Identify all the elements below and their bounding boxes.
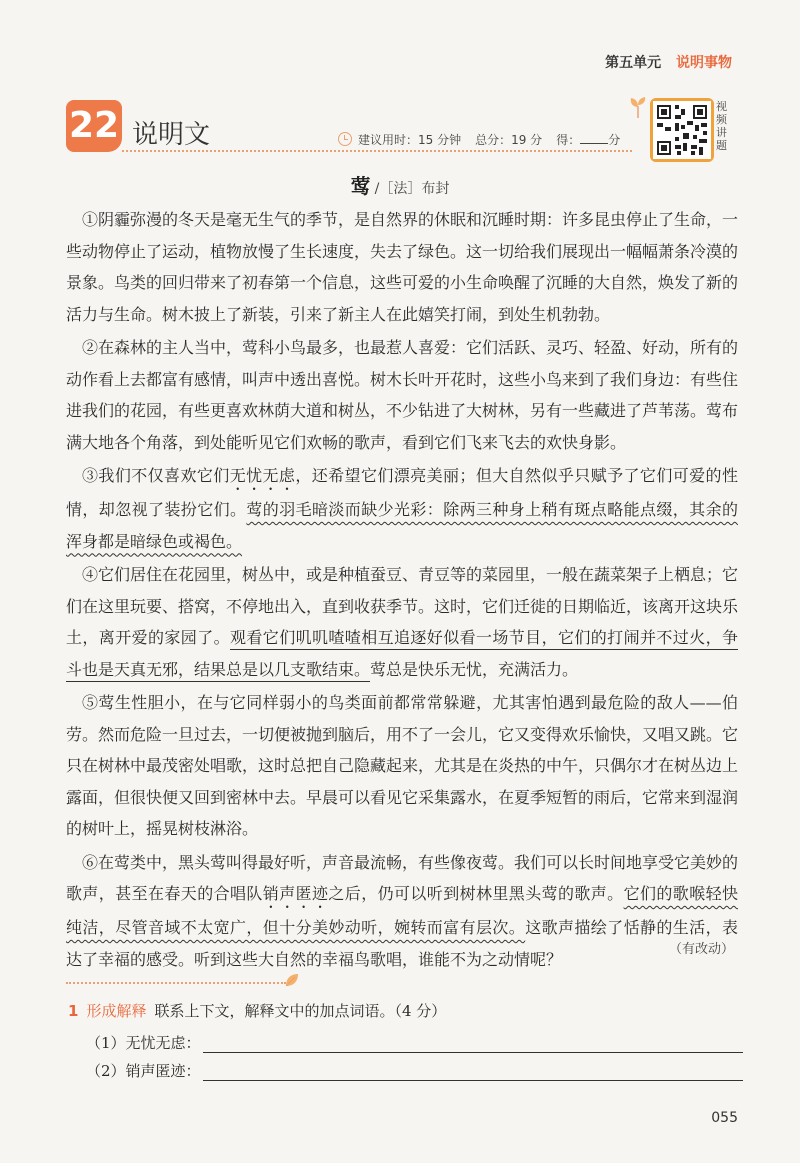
lesson-info-row (338, 131, 620, 148)
paragraph-3-text-c: ，还希望它们漂亮美丽；但大自然似乎只赋予了它们可爱的性情，却忽视了装扮它们。 (66, 466, 738, 519)
paragraph-2: ②在森林的主人当中，莺科小鸟最多，也最惹人喜爱：它们活跃、灵巧、轻盈、好动，所有的动作看上去都富有感情，叫声中透出喜悦。树木长叶开花时，这些小鸟来到了我们身边：有些住进我们的花园，有些更喜欢林荫大道和树丛，不少钻进了大树林，另有一些藏进了芦苇荡。莺布满大地各个角落，到处能听见它们欢畅的歌声，看到它们飞来飞去的欢快身影。 (66, 338, 739, 452)
dotted-term-wuyouwulv: 无忧无虑 (229, 466, 296, 485)
total-score: 总分：19 分 (475, 133, 543, 147)
question-item-2-label: （2）销声匿迹： (86, 1062, 201, 1080)
score-label: 得： (556, 133, 581, 147)
paragraph-6 (66, 847, 738, 976)
score-unit: 分 (608, 133, 621, 147)
paragraph-1: ①阴霾弥漫的冬天是毫无生气的季节，是自然界的休眠和沉睡时期：许多昆虫停止了生命，一些动物停止了运动，植物放慢了生长速度，失去了绿色。这一切给我们展现出一幅幅萧条冷漠的景象。鸟类的回归带来了初春第一个信息，这些可爱的小生命唤醒了沉睡的大自然，焕发了新的活力与生命。树木披上了新装，引来了新主人在此嬉笑打闹，到处生机勃勃。 (66, 210, 739, 324)
question-item-1-label: （1）无忧无虑： (86, 1034, 201, 1052)
adaptation-note: （有改动） (668, 942, 734, 957)
topic-label: 说明事物 (676, 55, 732, 71)
suggested-time: 建议用时：15 分钟 (358, 133, 462, 147)
sprout-icon (628, 96, 648, 118)
question-number: 1 (68, 1002, 79, 1020)
video-lesson-label: 视频讲题 (716, 100, 727, 152)
paragraph-4-text-c: 莺总是快乐无忧，充满活力。 (370, 659, 579, 679)
lesson-number-badge: 22 (66, 100, 122, 152)
article-body (66, 204, 738, 977)
unit-header (605, 52, 732, 72)
answer-line-1[interactable] (203, 1036, 743, 1053)
paragraph-4-text-a: ④它们居住在花园里，树丛中，或是种植蚕豆、青豆等的菜园里，一般在蔬菜架子上栖息；它们在这里玩要、搭窝，不停地出入，直到收获季节。这时，它们迁徙的日期临近，该离开这块乐土，离开爱的家园了。 (66, 565, 739, 647)
paragraph-5: ⑤莺生性胆小，在与它同样弱小的鸟类面前都常常躲避，尤其害怕遇到最危险的敌人——伯劳。然而危险一旦过去，一切便被抛到脑后，用不了一会儿，它又变得欢乐愉快，又唱又跳。它只在树林中最茂密处唱歌，这时总把自己隐藏起来，尤其是在炎热的中午，只偶尔才在树丛边上露面，但很快便又回到密林中去。早晨可以看见它采集露水，在夏季短暂的雨后，它常来到湿润的树叶上，摇晃树枝淋浴。 (66, 693, 739, 838)
paragraph-3-text-a: ③我们不仅喜欢它们 (82, 466, 230, 485)
answer-line-2[interactable] (203, 1064, 743, 1081)
section-divider (66, 982, 286, 984)
unit-label: 第五单元 (605, 55, 662, 71)
question-item-2 (86, 1060, 743, 1081)
paragraph-6-text-c: 之后，仍可以听到树林里黑头莺的歌声。 (328, 884, 624, 903)
leaf-icon (284, 972, 300, 988)
wavy-underlined-sentence-2: 它们的歌喉轻快纯洁，尽管音域不太宽广，但十分美妙动听，婉转而富有层次。 (66, 884, 738, 937)
question-tag: 形成解释 (86, 1002, 147, 1020)
question-1-header (68, 1000, 446, 1021)
lesson-type-label: 说明文 (132, 120, 211, 150)
clock-icon (338, 132, 352, 146)
question-prompt: 联系上下文，解释文中的加点词语。（4 分） (154, 1002, 447, 1020)
wavy-underlined-sentence: 莺的羽毛暗淡而缺少光彩：除两三种身上稍有斑点略能点缀，其余的浑身都是暗绿色或褐色。 (66, 500, 738, 551)
paragraph-6-text-a: ⑥在莺类中，黑头莺叫得最好听，声音最流畅，有些像夜莺。我们可以长时间地享受它美妙的歌声，甚至在春天的合唱队 (66, 852, 739, 903)
paragraph-4 (66, 559, 738, 685)
header-divider (122, 150, 632, 152)
question-item-1 (86, 1032, 743, 1053)
article-title: 莺 (350, 174, 371, 198)
article-title-row (0, 170, 800, 199)
underlined-sentence: 观看它们叽叽喳喳相互追逐好似看一场节目，它们的打闹并不过火，争斗也是天真无邪，结果总是以几支歌结束。 (66, 628, 738, 679)
qr-code[interactable] (650, 98, 714, 162)
score-blank[interactable] (580, 143, 608, 144)
qr-code-icon (653, 101, 711, 159)
paragraph-6-text-e: 这歌声描绘了恬静的生活，表达了幸福的感受。听到这些大自然的幸福鸟歌唱，谁能不为之动情呢？ (66, 918, 738, 969)
dotted-term-xiaoshengniji: 销声匿迹 (262, 884, 329, 903)
article-byline: /［法］布封 (374, 181, 450, 197)
page-number: 055 (711, 1110, 738, 1126)
paragraph-3 (66, 460, 738, 557)
